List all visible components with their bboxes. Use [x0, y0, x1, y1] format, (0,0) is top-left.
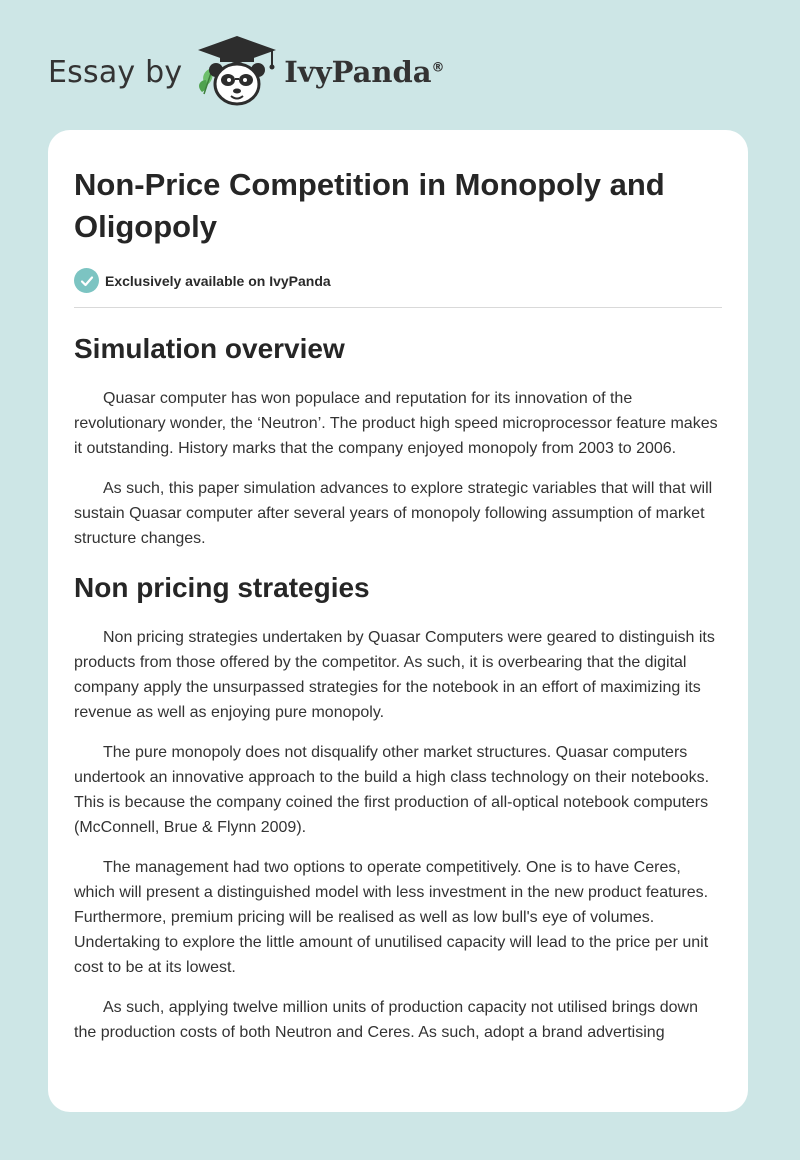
check-circle-icon: [74, 268, 99, 293]
paragraph: As such, applying twelve million units of production capacity not utilised brings down the production costs of both Neutron and Ceres. As such, adopt a brand advertising: [74, 999, 698, 1041]
paragraph: Non pricing strategies undertaken by Quasar Computers were geared to distinguish its products from those offered by the competitor. As such, it is overbearing that the digital company apply the unsurpassed strategies for the notebook in an effort of maximizing its revenue as well as enjoying pure monopoly.: [74, 629, 715, 721]
brand-header[interactable]: [48, 34, 445, 110]
registered-mark: ®: [431, 60, 445, 76]
paragraph: The pure monopoly does not disqualify other market structures. Quasar computers undertook an innovative approach to the build a high class technology on their notebooks. This is because the company coined the first production of all-optical notebook computers (McConnell, Brue & Flynn 2009).: [74, 744, 710, 836]
section-heading: Non pricing strategies: [74, 572, 370, 603]
section-simulation-overview: [74, 330, 722, 551]
brand-prefix: Essay by: [48, 54, 183, 90]
section-heading: Simulation overview: [74, 333, 345, 364]
panda-graduate-icon: [192, 34, 282, 110]
paragraph: The management had two options to operate competitively. One is to have Ceres, which will present a distinguished model with less investment in the new product features. Furthermore, premium pricing will be realised as well as low bull's eye of volumes. Undertaking to explore the little amount of unutilised capacity will lead to the price per unit cost to be at its lowest.: [74, 859, 709, 976]
brand-name: IvyPanda®: [284, 55, 445, 89]
badge-text: Exclusively available on IvyPanda: [105, 272, 331, 289]
paragraph: As such, this paper simulation advances to explore strategic variables that will that will sustain Quasar computer after several years of monopoly following assumption of market structure changes.: [74, 480, 713, 547]
paragraph: Quasar computer has won populace and reputation for its innovation of the revolutionary wonder, the ‘Neutron’. The product high speed microprocessor feature makes it outstanding. History marks that the company enjoyed monopoly from 2003 to 2006.: [74, 390, 718, 457]
exclusive-badge: [74, 268, 722, 308]
article-card: [48, 130, 748, 1112]
section-non-pricing-strategies: [74, 569, 722, 1045]
article-title: Non-Price Competition in Monopoly and Oligopoly: [74, 167, 665, 244]
